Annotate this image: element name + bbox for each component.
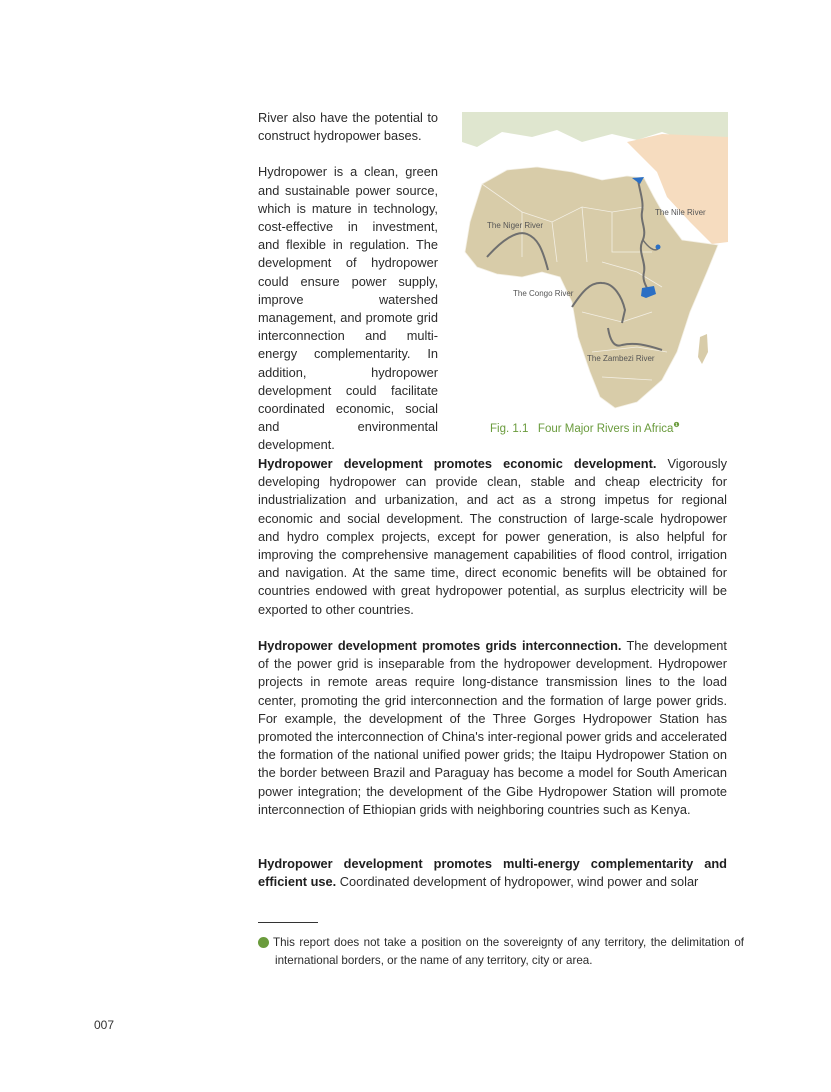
caption-text: Fig. 1.1 Four Major Rivers in Africa: [490, 422, 674, 435]
footnote: [252, 934, 744, 969]
paragraph-lead: Hydropower development promotes multi-energy complementarity and efficient use.: [258, 856, 727, 890]
paragraph-economic-development: [258, 455, 727, 619]
paragraph-text: Coordinated development of hydropower, wind power and solar: [336, 874, 699, 890]
intro-paragraph-2: Hydropower is a clean, green and sustainable power source, which is mature in technology, cost-effective in investment, and flexible in regulation. The development of hydropower could ensure power supply, improve watershed management, and promote grid interconnection and multi-energy complementarity. In addition, hydropower development could facilitate coordinated economic, social and environmental development.: [258, 164, 438, 453]
paragraph-multi-energy: [258, 855, 727, 891]
footnote-text: This report does not take a position on the sovereignty of any territory, the delimitation of international borders, or the name of any territory, city or area.: [273, 936, 744, 967]
paragraph-grid-interconnection: [258, 637, 727, 819]
intro-paragraph-1: River also have the potential to construct hydropower bases.: [258, 110, 438, 144]
footnote-divider: [258, 922, 318, 923]
paragraph-text: The development of the power grid is inseparable from the hydropower development. Hydropower projects in remote areas require long-distance transmission lines to the load center, promoting the grid interconnection and the formation of large power grids. For example, the development of the Three Gorges Hydropower Station has promoted the interconnection of China's inter-regional power grids and accelerated the formation of the national unified power grids; the Itaipu Hydropower Station on the border between Brazil and Paraguay has become a model for South American power integration; the development of the Gibe Hydropower Station will promote interconnection of Ethiopian grids with neighboring countries such as Kenya.: [258, 638, 727, 817]
map-graphic: [462, 112, 728, 412]
label-zambezi-river: The Zambezi River: [587, 354, 655, 363]
left-column-text: [258, 109, 438, 473]
footnote-number-icon: 1: [258, 937, 269, 948]
africa-rivers-map: [462, 112, 728, 412]
lake-tana: [656, 245, 661, 250]
label-congo-river: The Congo River: [513, 289, 574, 298]
figure-caption: [490, 421, 680, 435]
label-niger-river: The Niger River: [487, 221, 544, 230]
paragraph-lead: Hydropower development promotes economic development.: [258, 456, 657, 471]
paragraph-lead: Hydropower development promotes grids interconnection.: [258, 638, 622, 653]
paragraph-text: Vigorously developing hydropower can provide clean, stable and cheap electricity for industrialization and urbanization, and act as a strong impetus for regional economic and social development. The construction of large-scale hydropower and hydro complex projects, except for power generation, is also helpful for improving the comprehensive management capabilities of flood control, irrigation and navigation. At the same time, direct economic benefits will be obtained for countries endowed with great hydropower potential, as surplus electricity will be exported to other countries.: [258, 456, 727, 617]
page-number: 007: [94, 1018, 115, 1032]
label-nile-river: The Nile River: [655, 208, 706, 217]
caption-footnote-mark: ❶: [673, 422, 680, 429]
